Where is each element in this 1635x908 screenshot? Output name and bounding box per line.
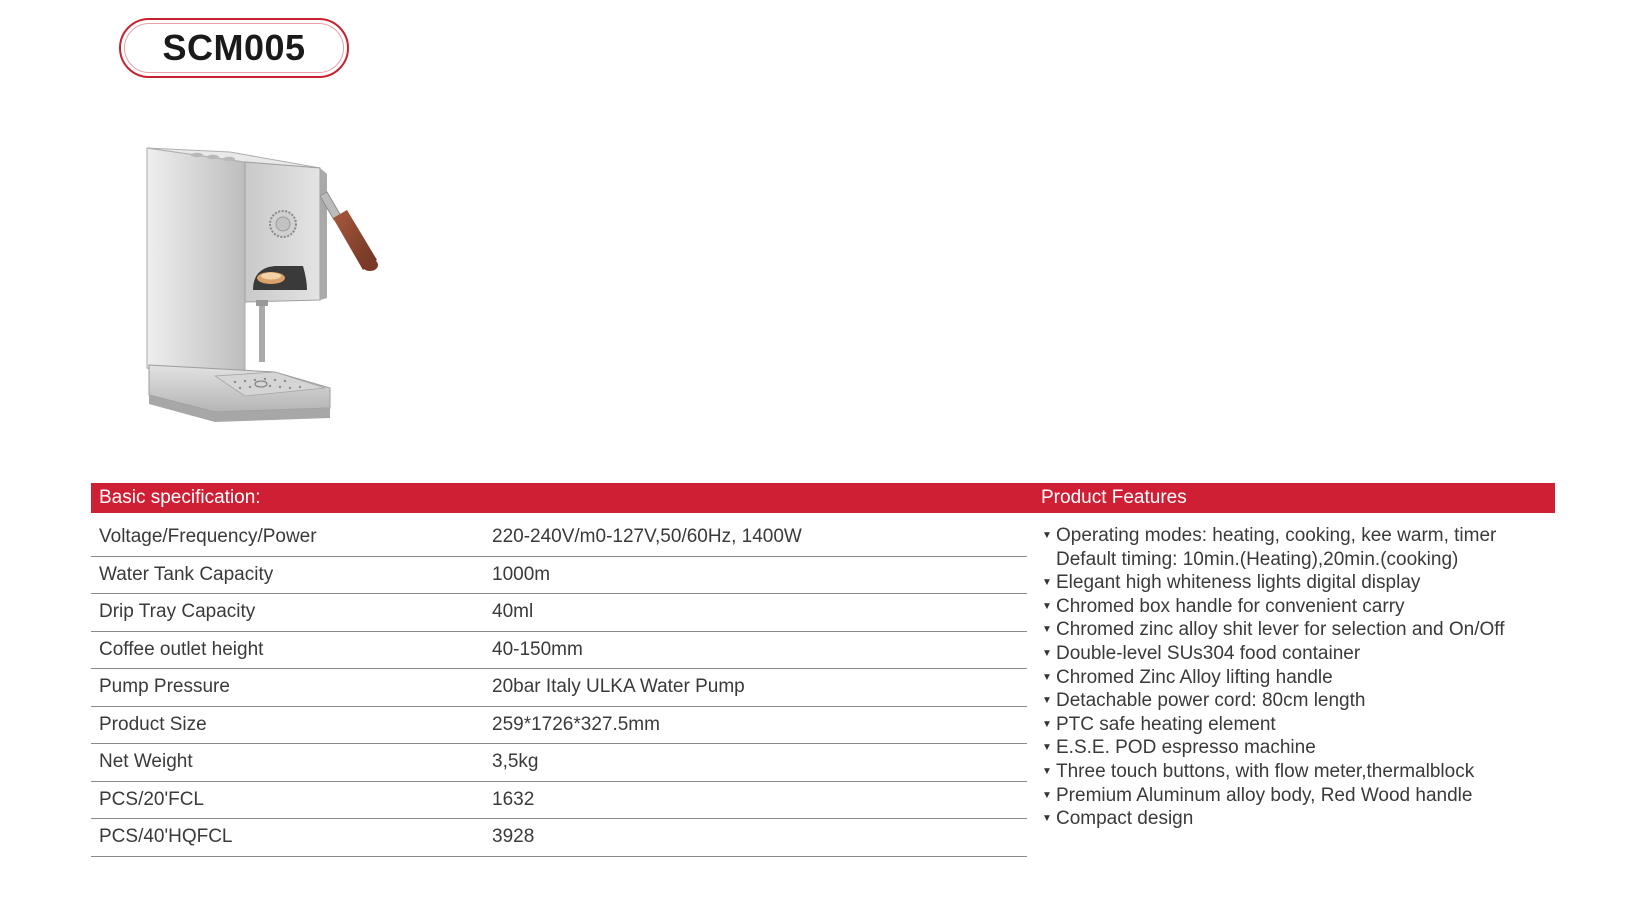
spec-row — [91, 744, 1027, 782]
feature-text: Chromed zinc alloy shit lever for selection and On/Off — [1056, 619, 1505, 641]
product-image — [135, 140, 405, 450]
feature-item — [1040, 618, 1560, 642]
feature-item — [1040, 807, 1560, 831]
spec-label: Pump Pressure — [99, 676, 230, 697]
feature-text: Compact design — [1056, 808, 1194, 830]
bullet-icon: ▼ — [1042, 600, 1052, 612]
bullet-icon: ▼ — [1042, 624, 1052, 636]
spec-label: Coffee outlet height — [99, 638, 264, 660]
bullet-icon: ▼ — [1042, 718, 1052, 730]
spec-row — [91, 707, 1027, 745]
bullet-icon: ▼ — [1042, 671, 1052, 683]
spec-table — [91, 519, 1027, 857]
spec-value: 20bar Italy ULKA Water Pump — [492, 676, 745, 697]
feature-item — [1040, 713, 1560, 737]
feature-text: Detachable power cord: 80cm length — [1056, 690, 1366, 712]
bullet-icon: ▼ — [1042, 765, 1052, 777]
feature-item — [1040, 642, 1560, 666]
spec-row — [91, 669, 1027, 707]
spec-value: 259*1726*327.5mm — [492, 713, 660, 735]
spec-row — [91, 632, 1027, 670]
spec-label: PCS/20'FCL — [99, 788, 205, 810]
bullet-icon: ▼ — [1042, 695, 1052, 707]
spec-row — [91, 782, 1027, 820]
features-list — [1040, 524, 1560, 831]
spec-row — [91, 519, 1027, 557]
feature-text: Double-level SUs304 food container — [1056, 642, 1361, 664]
feature-text: Operating modes: heating, cooking, kee warm, timer — [1056, 525, 1497, 546]
feature-item — [1040, 689, 1560, 713]
spec-row — [91, 557, 1027, 595]
spec-label: Drip Tray Capacity — [99, 601, 256, 622]
spec-label: Voltage/Frequency/Power — [99, 526, 317, 547]
spec-value: 40ml — [492, 601, 534, 622]
feature-text: Three touch buttons, with flow meter,thermalblock — [1056, 760, 1475, 782]
spec-label: Water Tank Capacity — [99, 563, 274, 585]
spec-label: Product Size — [99, 713, 207, 735]
spec-label: PCS/40'HQFCL — [99, 826, 233, 847]
bullet-icon: ▼ — [1042, 530, 1052, 541]
spec-value: 1000m — [492, 563, 551, 585]
feature-text: Chromed Zinc Alloy lifting handle — [1056, 666, 1333, 688]
feature-item — [1040, 784, 1560, 808]
feature-text: PTC safe heating element — [1056, 713, 1276, 735]
features-section-title: Product Features — [1041, 487, 1187, 508]
spec-value: 3928 — [492, 826, 535, 847]
feature-item — [1040, 524, 1560, 571]
feature-item — [1040, 666, 1560, 690]
feature-item — [1040, 760, 1560, 784]
feature-text: E.S.E. POD espresso machine — [1056, 737, 1316, 759]
section-header-band — [91, 483, 1555, 513]
spec-value: 1632 — [492, 788, 535, 810]
feature-subtext: Default timing: 10min.(Heating),20min.(cooking) — [1056, 548, 1459, 570]
bullet-icon: ▼ — [1042, 813, 1052, 825]
feature-item — [1040, 595, 1560, 619]
spec-label: Net Weight — [99, 751, 193, 772]
spec-value: 220-240V/m0-127V,50/60Hz, 1400W — [492, 526, 802, 547]
bullet-icon: ▼ — [1042, 742, 1052, 754]
feature-text: Premium Aluminum alloy body, Red Wood handle — [1056, 784, 1473, 806]
spec-row — [91, 594, 1027, 632]
spec-value: 3,5kg — [492, 751, 539, 772]
feature-text: Chromed box handle for convenient carry — [1056, 595, 1405, 617]
feature-text: Elegant high whiteness lights digital display — [1056, 572, 1421, 594]
feature-item — [1040, 736, 1560, 760]
feature-item — [1040, 571, 1560, 595]
model-badge — [119, 18, 349, 78]
bullet-icon: ▼ — [1042, 789, 1052, 801]
model-name: SCM005 — [162, 27, 306, 68]
spec-value: 40-150mm — [492, 638, 583, 660]
spec-row — [91, 819, 1027, 857]
spec-section-title: Basic specification: — [99, 487, 261, 508]
bullet-icon: ▼ — [1042, 647, 1052, 659]
bullet-icon: ▼ — [1042, 577, 1052, 589]
